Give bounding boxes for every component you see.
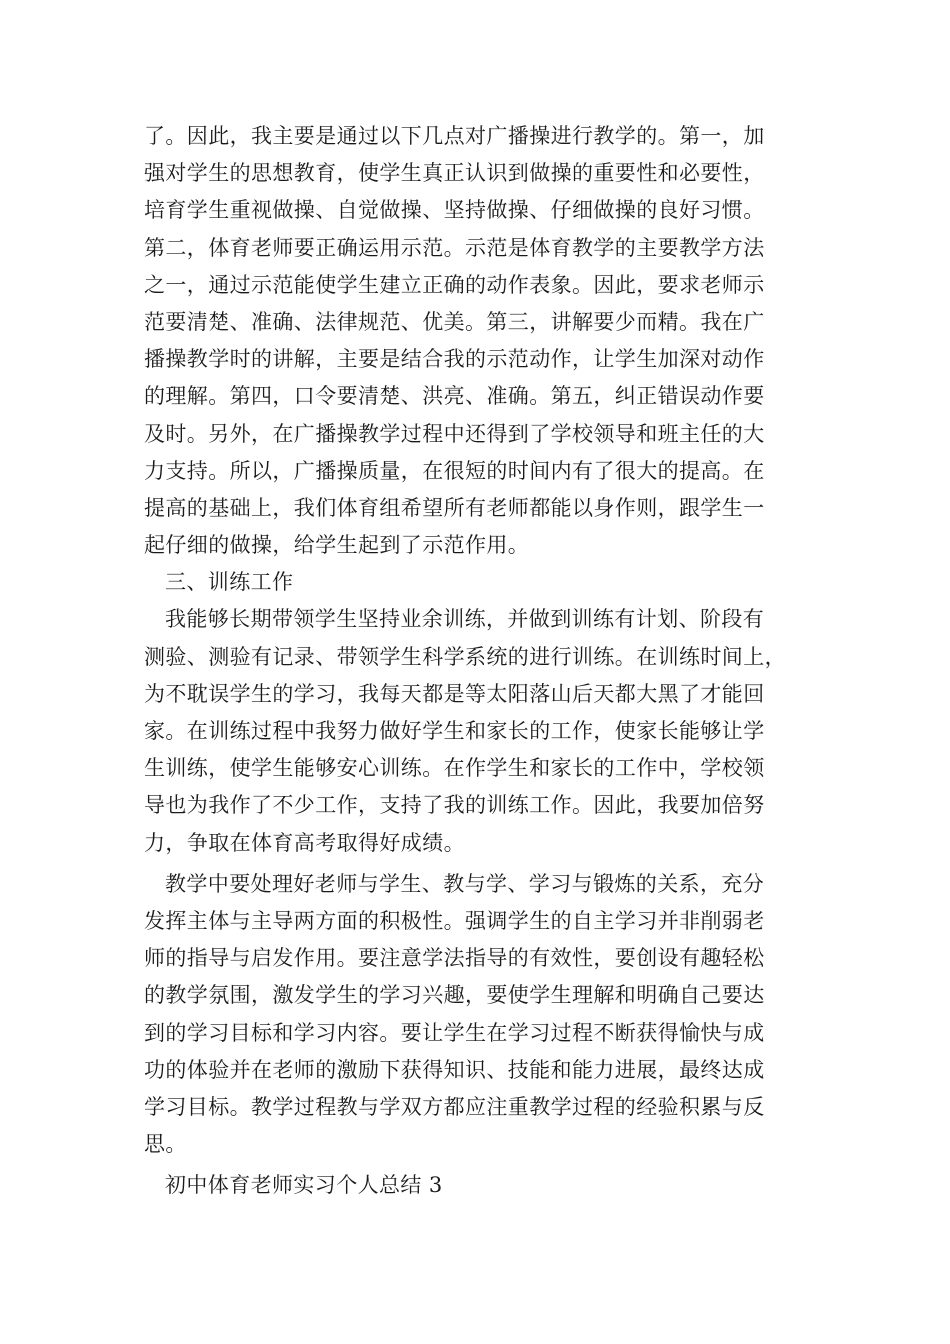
paragraph-training-work bbox=[144, 601, 806, 861]
text-line: 强对学生的思想教育，使学生真正认识到做操的重要性和必要性， bbox=[144, 161, 765, 186]
text-line: 范要清楚、准确、法律规范、优美。第三，讲解要少而精。我在广 bbox=[144, 309, 765, 334]
text-line: 导也为我作了不少工作，支持了我的训练工作。因此，我要加倍努 bbox=[144, 793, 765, 818]
text-line: 到的学习目标和学习内容。要让学生在学习过程不断获得愉快与成 bbox=[144, 1020, 765, 1045]
text-line: 为不耽误学生的学习，我每天都是等太阳落山后天都大黑了才能回 bbox=[144, 681, 765, 706]
text-line: 师的指导与启发作用。要注意学法指导的有效性，要创设有趣轻松 bbox=[144, 946, 765, 971]
text-line: 测验、测验有记录、带领学生科学系统的进行训练。在训练时间上， bbox=[144, 644, 786, 669]
text-line: 之一，通过示范能使学生建立正确的动作表象。因此，要求老师示 bbox=[144, 272, 765, 297]
text-line: 学习目标。教学过程教与学双方都应注重教学过程的经验积累与反 bbox=[144, 1094, 765, 1119]
text-line: 的理解。第四，口令要清楚、洪亮、准确。第五，纠正错误动作要 bbox=[144, 384, 765, 409]
text-line: 生训练，使学生能够安心训练。在作学生和家长的工作中，学校领 bbox=[144, 756, 765, 781]
paragraph-teaching-methods bbox=[144, 118, 806, 564]
text-line: 思。 bbox=[144, 1132, 187, 1157]
text-line: 家。在训练过程中我努力做好学生和家长的工作，使家长能够让学 bbox=[144, 719, 765, 743]
text-line: 起仔细的做操，给学生起到了示范作用。 bbox=[144, 533, 530, 558]
text-line: 播操教学时的讲解，主要是结合我的示范动作，让学生加深对动作 bbox=[144, 347, 765, 372]
text-line: 的教学氛围，激发学生的学习兴趣，要使学生理解和明确自己要达 bbox=[144, 983, 765, 1008]
section-heading: 三、训练工作 bbox=[165, 570, 294, 595]
text-line: 了。因此，我主要是通过以下几点对广播操进行教学的。第一，加 bbox=[144, 124, 765, 148]
text-line: 功的体验并在老师的激励下获得知识、技能和能力进展，最终达成 bbox=[144, 1057, 765, 1082]
text-line: 培育学生重视做操、自觉做操、坚持做操、仔细做操的良好习惯。 bbox=[144, 198, 765, 223]
text-line: 我能够长期带领学生坚持业余训练，并做到训练有计划、阶段有 bbox=[165, 607, 765, 632]
text-line: 力，争取在体育高考取得好成绩。 bbox=[144, 830, 465, 855]
paragraph-teacher-student bbox=[144, 866, 806, 1164]
text-line: 及时。另外，在广播操教学过程中还得到了学校领导和班主任的大 bbox=[144, 421, 765, 446]
text-line: 力支持。所以，广播操质量，在很短的时间内有了很大的提高。在 bbox=[144, 458, 765, 483]
document-page bbox=[144, 118, 806, 1204]
text-line: 提高的基础上，我们体育组希望所有老师都能以身作则，跟学生一 bbox=[144, 495, 765, 520]
text-line: 第二，体育老师要正确运用示范。示范是体育教学的主要教学方法 bbox=[144, 235, 765, 260]
text-line: 教学中要处理好老师与学生、教与学、学习与锻炼的关系，充分 bbox=[165, 871, 765, 896]
next-section-title: 初中体育老师实习个人总结 3 bbox=[165, 1173, 443, 1198]
text-line: 发挥主体与主导两方面的积极性。强调学生的自主学习并非削弱老 bbox=[144, 908, 765, 933]
